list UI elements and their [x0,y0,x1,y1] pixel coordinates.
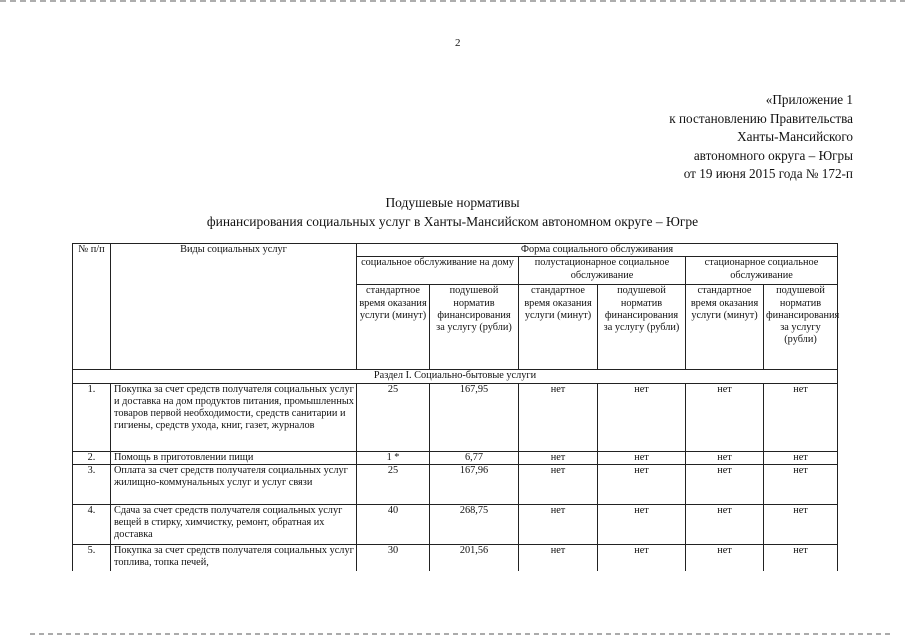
rate-stationary: нет [764,451,838,464]
service-name: Покупка за счет средств получателя социальных услуг топлива, топка печей, [111,544,357,571]
table-row [73,451,838,464]
rate-semi: нет [598,383,686,451]
rate-stationary: нет [764,544,838,571]
header-group-stationary: стационарное социальное обслуживание [686,257,838,285]
row-number: 3. [73,464,111,504]
section-heading: Раздел I. Социально-бытовые услуги [73,370,838,383]
appendix-line: от 19 июня 2015 года № 172-п [683,166,853,181]
service-name: Покупка за счет средств получателя социальных услуг и доставка на дом продуктов питания, промышленных товаров первой необходимости, средств санитарии и гигиены, средств ухода, книг, газет, журналов [111,383,357,451]
appendix-line: Ханты-Мансийского [737,129,853,144]
rate-home: 167,96 [430,464,519,504]
standard-time-stationary: нет [686,504,764,544]
standard-time-stationary: нет [686,451,764,464]
standard-time-home: 25 [357,464,430,504]
standard-time-stationary: нет [686,544,764,571]
header-service-form: Форма социального обслуживания [357,244,838,257]
rate-semi: нет [598,504,686,544]
appendix-line: «Приложение 1 [765,92,853,107]
header-standard-time: стандартное время оказания услуги (минут) [357,285,430,370]
row-number: 4. [73,504,111,544]
standard-time-semi: нет [519,383,598,451]
header-standard-time: стандартное время оказания услуги (минут) [519,285,598,370]
rate-stationary: нет [764,464,838,504]
standard-time-home: 40 [357,504,430,544]
title-line-2: финансирования социальных услуг в Ханты-Мансийском автономном округе – Югре [206,214,699,229]
rate-stationary: нет [764,504,838,544]
standard-time-home: 25 [357,383,430,451]
standard-time-stationary: нет [686,464,764,504]
header-service-type: Виды социальных услуг [111,244,357,370]
row-number: 5. [73,544,111,571]
standard-time-semi: нет [519,544,598,571]
table-row [73,383,838,451]
title-line-1: Подушевые нормативы [385,195,520,210]
header-standard-time: стандартное время оказания услуги (минут) [686,285,764,370]
table-row [73,544,838,571]
rate-home: 268,75 [430,504,519,544]
standard-time-home: 30 [357,544,430,571]
rate-semi: нет [598,464,686,504]
table-row [73,504,838,544]
service-name: Сдача за счет средств получателя социальных услуг вещей в стирку, химчистку, ремонт, обратная их доставка [111,504,357,544]
scan-edge-bottom [30,633,890,635]
row-number: 2. [73,451,111,464]
appendix-reference [669,91,853,184]
row-number: 1. [73,383,111,451]
standard-time-home: 1 * [357,451,430,464]
rate-home: 201,56 [430,544,519,571]
service-name: Помощь в приготовлении пищи [111,451,357,464]
table-row [73,464,838,504]
header-group-semi: полустационарное социальное обслуживание [519,257,686,285]
rate-semi: нет [598,451,686,464]
scan-edge-top [0,0,905,2]
header-per-capita-rate: подушевой норматив финансирования за услугу (рубли) [764,285,838,370]
service-name: Оплата за счет средств получателя социальных услуг жилищно-коммунальных услуг и услуг связи [111,464,357,504]
document-title [0,193,905,231]
standard-time-semi: нет [519,451,598,464]
rate-home: 6,77 [430,451,519,464]
rate-stationary: нет [764,383,838,451]
header-per-capita-rate: подушевой норматив финансирования за услугу (рубли) [598,285,686,370]
header-per-capita-rate: подушевой норматив финансирования за услугу (рубли) [430,285,519,370]
rate-semi: нет [598,544,686,571]
header-number: № п/п [73,244,111,370]
rate-home: 167,95 [430,383,519,451]
norms-table [72,243,838,571]
standard-time-semi: нет [519,464,598,504]
standard-time-stationary: нет [686,383,764,451]
appendix-line: к постановлению Правительства [669,110,853,126]
page-number: 2 [455,37,461,49]
header-group-home: социальное обслуживание на дому [357,257,519,285]
standard-time-semi: нет [519,504,598,544]
appendix-line: автономного округа – Югры [693,147,853,163]
